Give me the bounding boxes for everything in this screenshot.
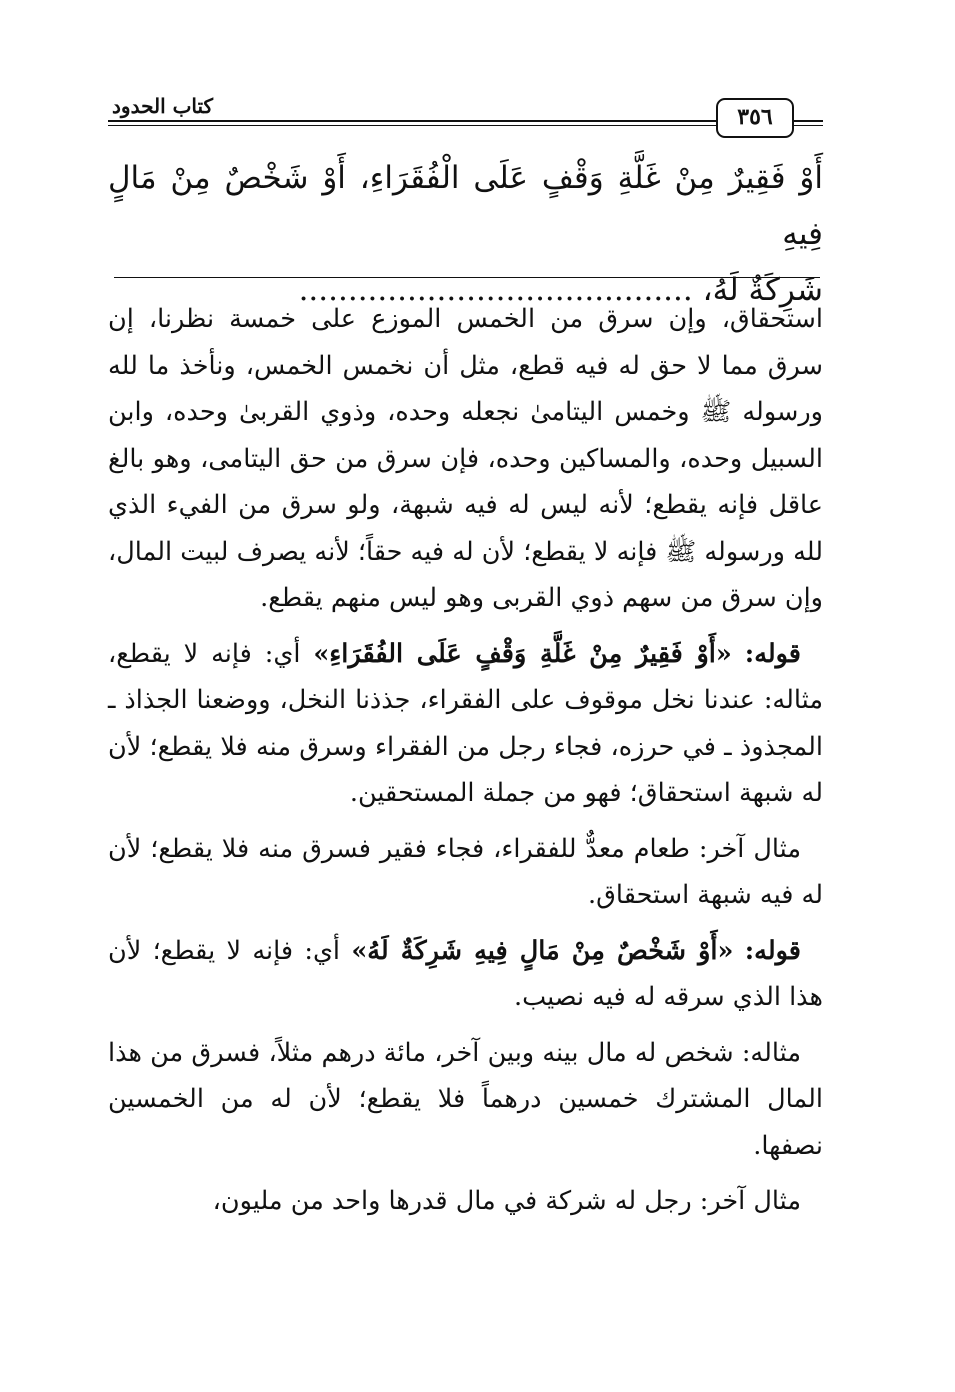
qawl-label: قوله: xyxy=(744,638,801,669)
commentary-paragraph-5: مثاله: شخص له مال بينه وبين آخر، مائة درهم مثلاً، فسرق من هذا المال المشترك خمسين درهماً فلا يقطع؛ لأن له من الخمسين نصفها. xyxy=(108,1037,823,1161)
matn-line-2-text: شَرِكَةٌ لَهُ، xyxy=(692,272,823,308)
commentary-paragraph-4 xyxy=(108,928,823,1021)
commentary-paragraph-3: مثال آخر: طعام معدٌّ للفقراء، فجاء فقير فسرق منه فلا يقطع؛ لأن له فيه شبهة استحقاق. xyxy=(108,833,823,910)
commentary-body xyxy=(108,296,823,1234)
paragraph-text: أي: فإنه لا يقطع؛ لأن هذا الذي سرقه له فيه نصيب. xyxy=(108,935,823,1012)
matn-quote: «أَوْ فَقِيرٌ مِنْ غَلَّةِ وَقْفٍ عَلَى الفُقَرَاءِ» xyxy=(313,638,732,669)
commentary-paragraph-1: استحقاق، وإن سرق من الخمس الموزع على خمسة نظرنا، إن سرق مما لا حق له فيه قطع، مثل أن نخمس الخمس، ونأخذ ما لله ورسوله ﷺ وخمس اليتامىٰ نجعله وحده، وذوي القربىٰ وحده، وابن السبيل وحده، والمساكين وحده، فإن سرق من حق اليتامى، وهو بالغ عاقل فإنه يقطع؛ لأنه ليس له فيه شبهة، ولو سرق من الفيء الذي لله ورسوله ﷺ فإنه لا يقطع؛ لأن له فيه حقاً؛ لأنه يصرف لبيت المال، وإن سرق من سهم ذوي القربى وهو ليس منهم يقطع. xyxy=(108,304,823,613)
matn-ellipsis-dots: ........................................ xyxy=(298,272,693,308)
book-title: كتاب الحدود xyxy=(108,92,227,120)
matn-text xyxy=(108,150,823,318)
commentary-paragraph-2 xyxy=(108,631,823,817)
page-number: ٣٥٦ xyxy=(716,98,794,138)
page-header xyxy=(108,92,823,138)
paragraph-text: أي: فإنه لا يقطع، مثاله: عندنا نخل موقوف على الفقراء، جذذنا النخل، ووضعنا الجذاذ ـ المجذوذ ـ في حرزه، فجاء رجل من الفقراء وسرق منه فلا يقطع؛ لأن له شبهة استحقاق؛ فهو من جملة المستحقين. xyxy=(108,638,823,808)
separator-rule xyxy=(114,277,820,278)
commentary-paragraph-6: مثال آخر: رجل له شركة في مال قدرها واحد من مليون، xyxy=(212,1186,801,1216)
qawl-label: قوله: xyxy=(744,935,801,966)
matn-line-1: أَوْ فَقِيرٌ مِنْ غَلَّةِ وَقْفٍ عَلَى الْفُقَرَاءِ، أَوْ شَخْصٌ مِنْ مَالٍ فِيهِ xyxy=(108,160,823,252)
matn-quote: «أَوْ شَخْصٌ مِنْ مَالٍ فِيهِ شَرِكَةٌ لَهُ» xyxy=(351,935,734,966)
